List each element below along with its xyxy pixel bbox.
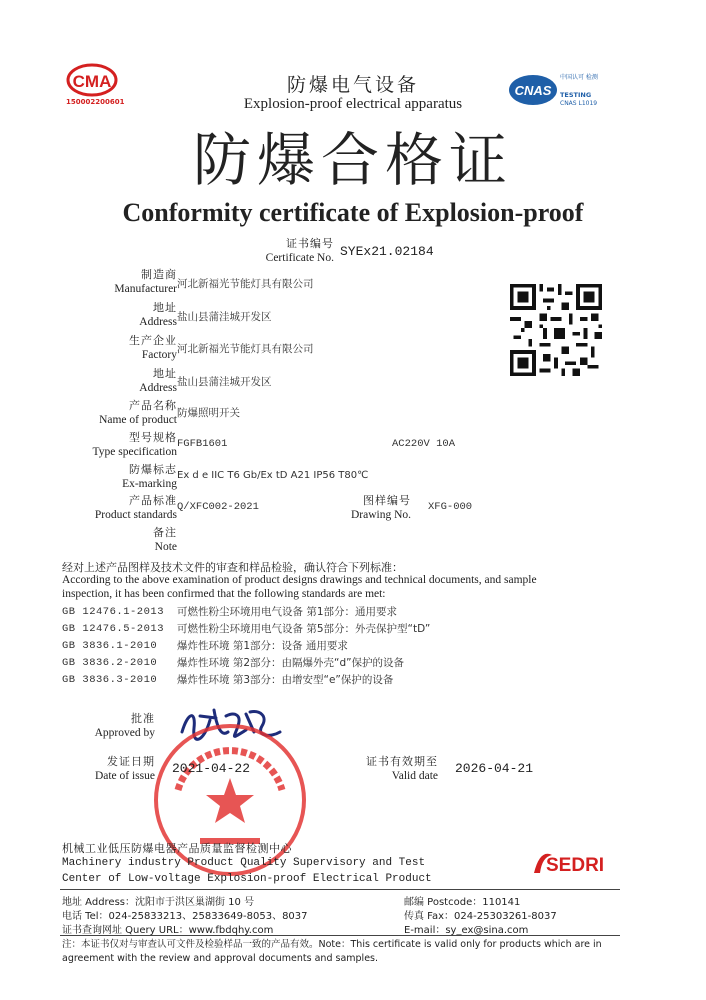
- contact-email: E-mail：sy_ex@sina.com: [404, 925, 529, 936]
- valid-date-value: 2026-04-21: [455, 761, 534, 776]
- standard-code: GB 12476.5-2013: [62, 623, 165, 635]
- main-title-cn: 防爆合格证: [192, 126, 513, 194]
- field-label-standards: 产品标准 Product standards: [94, 494, 177, 521]
- standard-code: GB 3836.2-2010: [62, 657, 158, 669]
- contact-address: 地址 Address：沈阳市于洪区巢湖街 10 号: [62, 897, 255, 908]
- statement-en-2: inspection, it has been confirmed that the following standards are met:: [62, 588, 386, 600]
- field-value-factory: 河北新福光节能灯具有限公司: [177, 343, 314, 355]
- certificate-no-value: SYEx21.02184: [340, 244, 434, 259]
- drawing-no-value: XFG-000: [428, 501, 473, 513]
- statement-en-1: According to the above examination of product designs drawings and technical documents, and sample: [62, 574, 537, 586]
- field-label-address-1: 地址 Address: [139, 301, 177, 328]
- statement-cn: 经对上述产品图样及技术文件的审查和样品检验，确认符合下列标准：: [62, 561, 403, 574]
- field-value-type: FGFB1601: [177, 438, 228, 450]
- field-value-address-2: 盐山县蒲洼城开发区: [177, 376, 272, 388]
- field-label-note: 备注 Note: [153, 526, 177, 553]
- field-value-ex-marking: Ex d e IIC T6 Gb/Ex tD A21 IP56 T80℃: [177, 470, 369, 481]
- field-label-manufacturer: 制造商 Manufacturer: [114, 268, 177, 295]
- cnas-testing: TESTING: [560, 91, 592, 99]
- standard-desc: 爆炸性环境 第3部分：由增安型“e”保护的设备: [177, 674, 394, 686]
- field-value-standards: Q/XFC002-2021: [177, 501, 259, 513]
- issuer-en-2: Center of Low-voltage Explosion-proof Electrical Product: [62, 873, 432, 885]
- contact-postcode: 邮编 Postcode：110141: [404, 897, 521, 908]
- field-value-product-name: 防爆照明开关: [177, 407, 240, 419]
- field-label-product-name: 产品名称 Name of product: [99, 399, 177, 426]
- field-label-factory: 生产企业 Factory: [129, 334, 177, 361]
- standard-row: [62, 655, 622, 672]
- standard-desc: 爆炸性环境 第1部分：设备 通用要求: [177, 640, 348, 652]
- standard-row: [62, 672, 622, 689]
- qr-code: [510, 284, 602, 376]
- svg-text:CMA: CMA: [72, 72, 112, 91]
- standards-list: [62, 604, 622, 689]
- field-label-address-2: 地址 Address: [139, 367, 177, 394]
- header-title-en: Explosion-proof electrical apparatus: [243, 96, 463, 112]
- field-value-manufacturer: 河北新福光节能灯具有限公司: [177, 278, 314, 290]
- field-value-rating: AC220V 10A: [392, 438, 456, 450]
- cma-number: 150002200601: [66, 98, 125, 106]
- issuer-cn: 机械工业低压防爆电器产品质量监督检测中心: [62, 842, 292, 855]
- official-seal: [150, 720, 310, 880]
- approved-by-label: 批准 Approved by: [94, 712, 155, 739]
- standard-desc: 可燃性粉尘环境用电气设备 第1部分：通用要求: [177, 606, 398, 618]
- field-label-type: 型号规格 Type specification: [92, 431, 177, 458]
- standard-row: [62, 604, 622, 621]
- date-of-issue-label: 发证日期 Date of issue: [94, 755, 155, 782]
- date-of-issue-value: 2021-04-22: [172, 761, 251, 776]
- cnas-text: CNAS: [514, 83, 552, 98]
- cnas-cn: 中国认可 检测: [560, 74, 598, 81]
- contact-fax: 传真 Fax：024-25303261-8037: [404, 911, 557, 922]
- contact-url: 证书查询网址 Query URL：www.fbdqhy.com: [62, 925, 274, 936]
- standard-desc: 爆炸性环境 第2部分：由隔爆外壳“d”保护的设备: [177, 657, 405, 669]
- standard-code: GB 12476.1-2013: [62, 606, 165, 618]
- standard-code: GB 3836.3-2010: [62, 674, 158, 686]
- standard-row: [62, 621, 622, 638]
- field-label-ex-marking: 防爆标志 Ex-marking: [122, 463, 177, 490]
- footnote: 注：本证书仅对与审查认可文件及检验样品一致的产品有效。Note：This certificate is valid only for products which are in agreement with the review and approval documents and samples.: [62, 939, 602, 964]
- valid-date-label: 证书有效期至 Valid date: [366, 755, 438, 782]
- issuer-en-1: Machinery industry Product Quality Supervisory and Test: [62, 857, 426, 869]
- standard-desc: 可燃性粉尘环境用电气设备 第5部分：外壳保护型“tD”: [177, 623, 431, 635]
- field-value-address-1: 盐山县蒲洼城开发区: [177, 311, 272, 323]
- main-title-en: Conformity certificate of Explosion-proof: [122, 198, 584, 227]
- header-title-cn: 防爆电气设备: [286, 74, 419, 96]
- contact-tel: 电话 Tel：024-25833213、25833649-8053、8037: [62, 911, 308, 922]
- drawing-no-label: 图样编号 Drawing No.: [350, 494, 411, 521]
- cnas-code: CNAS L1019: [560, 100, 598, 107]
- sedri-text: SEDRI: [546, 855, 605, 876]
- standard-code: GB 3836.1-2010: [62, 640, 158, 652]
- sedri-logo: [530, 845, 610, 881]
- standard-row: [62, 638, 622, 655]
- contact-divider-bottom: [60, 935, 620, 936]
- certificate-no-label: 证书编号 Certificate No.: [265, 237, 334, 264]
- contact-divider-top: [60, 889, 620, 890]
